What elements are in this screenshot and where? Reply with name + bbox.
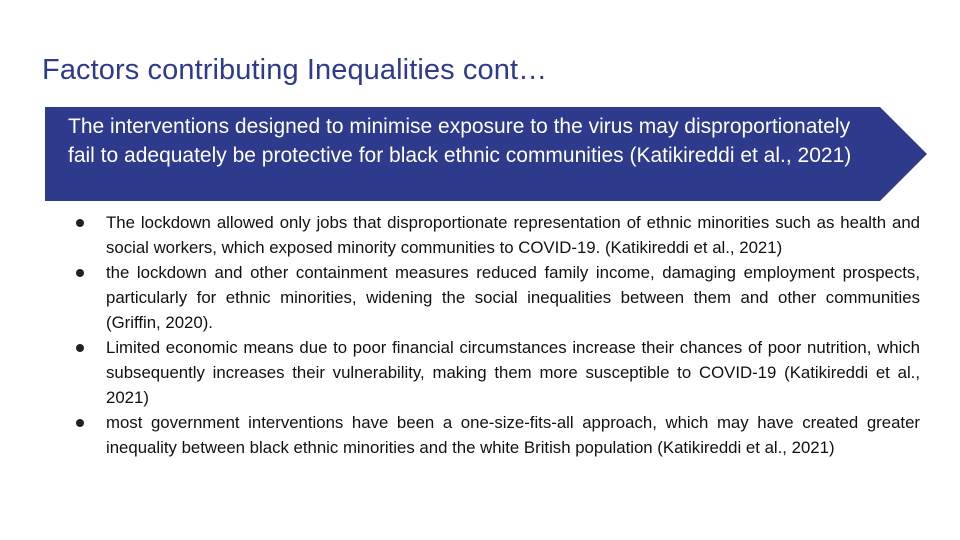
bullet-dot-icon (76, 419, 84, 427)
bullet-item (68, 335, 920, 410)
bullet-text: Limited economic means due to poor financial circumstances increase their chances of poor nutrition, which subsequently increases their vulnerability, making them more susceptible to COVID-19 (Katikireddi et al., 2021) (106, 338, 920, 407)
bullet-text: The lockdown allowed only jobs that disproportionate representation of ethnic minorities such as health and social workers, which exposed minority communities to COVID-19. (Katikireddi et al., 2021) (106, 213, 920, 257)
bullet-list (68, 210, 920, 460)
bullet-text: the lockdown and other containment measures reduced family income, damaging employment prospects, particularly for ethnic minorities, widening the social inequalities between them and other communities (Griffin, 2020). (106, 263, 920, 332)
bullet-dot-icon (76, 269, 84, 277)
slide-title: Factors contributing Inequalities cont… (42, 54, 548, 86)
callout-banner (45, 107, 927, 201)
bullet-item (68, 260, 920, 335)
bullet-dot-icon (76, 344, 84, 352)
bullet-item (68, 410, 920, 460)
bullet-text: most government interventions have been a one-size-fits-all approach, which may have created greater inequality between black ethnic minorities and the white British population (Katikireddi et al., 2021) (106, 413, 920, 457)
bullet-dot-icon (76, 219, 84, 227)
banner-text: The interventions designed to minimise exposure to the virus may disproportionately fail to adequately be protective for black ethnic communities (Katikireddi et al., 2021) (68, 115, 852, 167)
bullet-item (68, 210, 920, 260)
